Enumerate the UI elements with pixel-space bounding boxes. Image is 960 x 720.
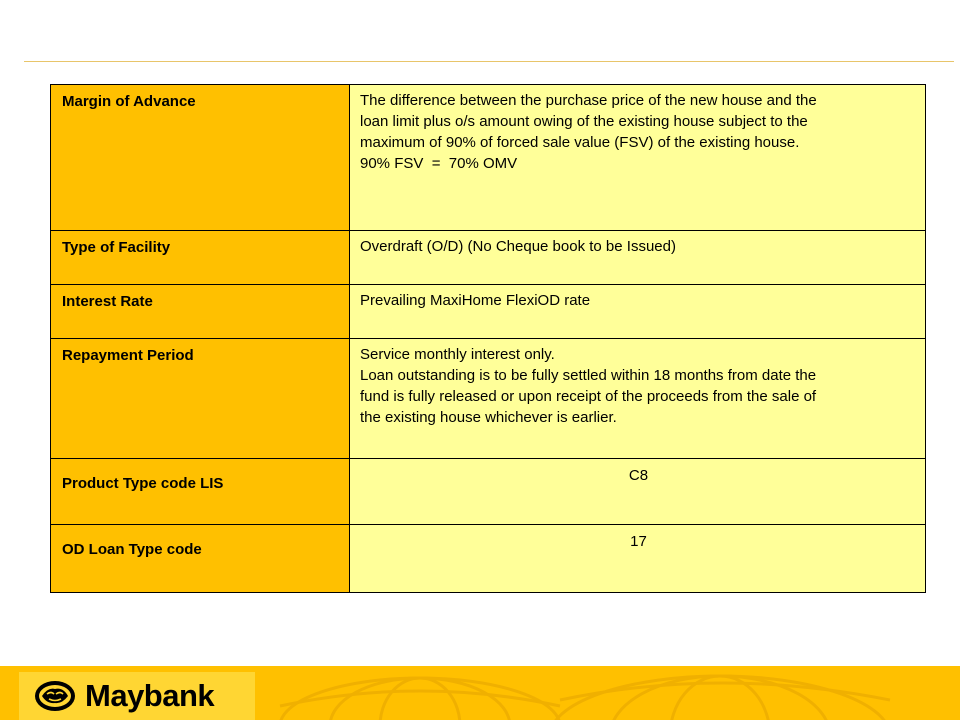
table-row — [51, 459, 926, 525]
row-value-product-type-code: C8 — [350, 459, 926, 525]
row-label-margin-of-advance: Margin of Advance — [51, 85, 350, 231]
table-row — [51, 285, 926, 339]
brand-logo — [19, 672, 255, 720]
text-line: loan limit plus o/s amount owing of the existing house subject to the — [360, 113, 808, 130]
text-line: Loan outstanding is to be fully settled within 18 months from date the — [360, 367, 817, 384]
text-line: 90% FSV = 70% OMV — [360, 155, 518, 172]
text-line: The difference between the purchase price of the new house and the — [360, 92, 817, 109]
brand-name: Maybank — [85, 678, 215, 713]
row-label-interest-rate: Interest Rate — [51, 285, 350, 339]
row-value-type-of-facility: Overdraft (O/D) (No Cheque book to be Issued) — [350, 231, 926, 285]
row-value-interest-rate: Prevailing MaxiHome FlexiOD rate — [350, 285, 926, 339]
row-label-type-of-facility: Type of Facility — [51, 231, 350, 285]
row-label-od-loan-type-code: OD Loan Type code — [51, 525, 350, 593]
facility-details-table — [50, 84, 926, 593]
row-label-product-type-code: Product Type code LIS — [51, 459, 350, 525]
table-row — [51, 231, 926, 285]
row-label-repayment-period: Repayment Period — [51, 339, 350, 459]
row-value-od-loan-type-code: 17 — [350, 525, 926, 593]
text-line: the existing house whichever is earlier. — [360, 409, 617, 426]
table-row — [51, 339, 926, 459]
table-row — [51, 85, 926, 231]
row-value-repayment-period — [350, 339, 926, 459]
table-row — [51, 525, 926, 593]
text-line: fund is fully released or upon receipt of the proceeds from the sale of — [360, 388, 817, 405]
text-line: maximum of 90% of forced sale value (FSV) of the existing house. — [360, 134, 800, 151]
header-divider — [24, 61, 954, 62]
tiger-head-icon — [33, 679, 77, 713]
footer-band — [0, 666, 960, 720]
row-value-margin-of-advance — [350, 85, 926, 231]
text-line: Service monthly interest only. — [360, 346, 555, 363]
